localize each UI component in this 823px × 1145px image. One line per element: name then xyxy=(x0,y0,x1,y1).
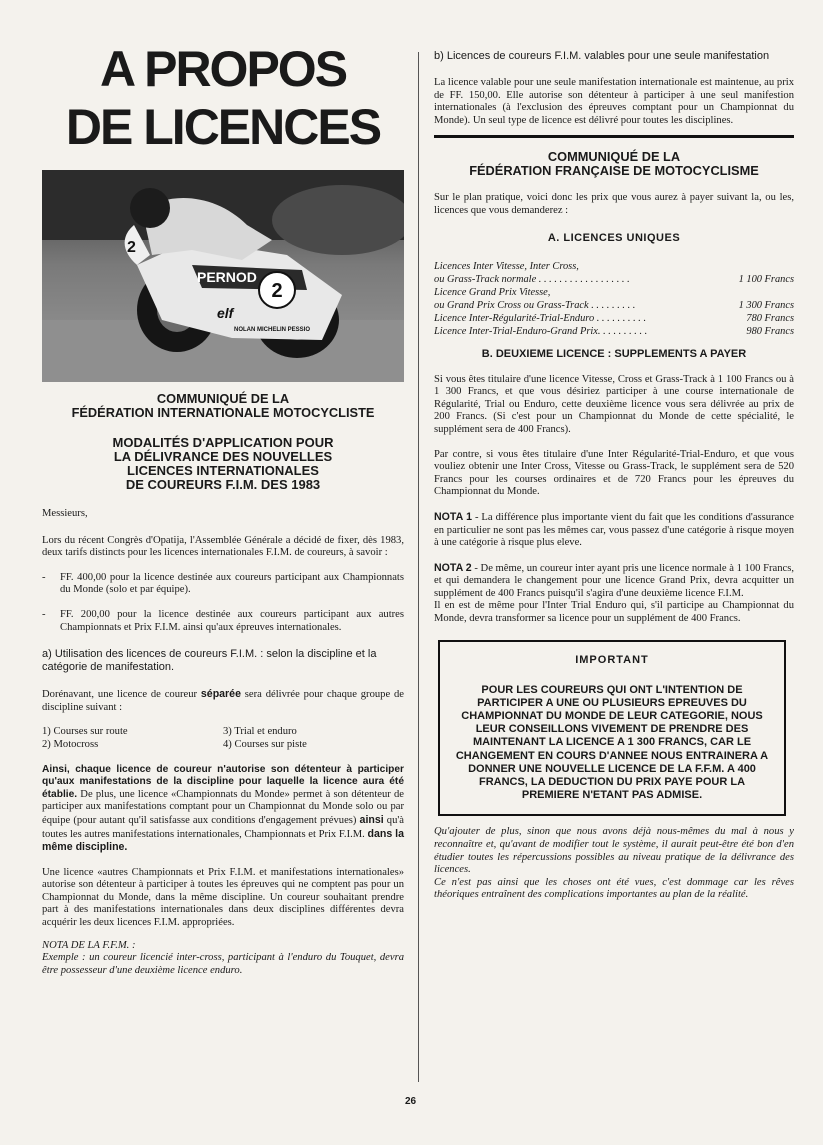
elf-logo-text: elf xyxy=(217,305,234,321)
fee-row: ou Grand Prix Cross ou Grass-Track . . . . . . . . . 1 300 Francs xyxy=(434,299,794,311)
paragraph-autres-championnats: Une licence «autres Championnats et Prix F.I.M. et manifestations internationales» autorise son détenteur à participer à toutes les épreuves qui ne comptent pas pour un Championnat du Monde, dans la même discipline. Un coureur souhaitant prendre part à des manifestations internationales dans deux disciplines différentes devra acquérir les deux licences F.I.M. appropriées. xyxy=(42,866,404,929)
paragraph-ainsi: Ainsi, chaque licence de coureur n'autorise son détenteur à participer qu'aux manifestations de la discipline pour laquelle la licence aura été établie. De plus, une licence «Championnats du Monde» permet à son détenteur de participer aux manifestations comptant pour un Championnat du Monde solo ou par équipe (pour autant qu'il satisfasse aux conditions d'engagement prévues) ainsi qu'à toutes les autres manifestations internationales, Championnats et Prix F.I.M. dans la même discipline. xyxy=(42,763,404,854)
sponsor-strip-text: NOLAN MICHELIN PESSIO xyxy=(234,327,311,333)
fim-communique-heading: COMMUNIQUÉ DE LA FÉDÉRATION INTERNATIONALE MOTOCYCLISTE xyxy=(71,391,375,420)
important-box xyxy=(438,640,786,817)
fee-row: Licence Inter-Trial-Enduro-Grand Prix. . . . . . . . . . 980 Francs xyxy=(434,325,794,337)
page-number: 26 xyxy=(405,1096,417,1107)
race-number: 2 xyxy=(271,280,283,302)
section-b-heading: b) Licences de coureurs F.I.M. valables pour une seule manifestation xyxy=(434,50,770,62)
fairing-sponsor-text: PERNOD xyxy=(197,269,257,285)
fee-row: Licence Grand Prix Vitesse, xyxy=(434,286,551,298)
important-text: POUR LES COUREURS QUI ONT L'INTENTION DE PARTICIPER A UNE OU PLUSIEURS EPREUVES DU CHAMPIONNAT DU MONDE DE LEUR CATEGORIE, NOUS LEUR CONSEILLONS VIVEMENT DE PRENDRE DES MAINTENANT LA LICENCE A 1 300 FRANCS, CAR LE CHANGEMENT EN COURS D'ANNEE NOUS ENTRAINERA A DONNER UNE NOUVELLE LICENCE DE LA F.F.M. A 400 FRANCS, LA DEDUCTION DU PRIX PAYE POUR LA PREMIERE N'ETANT PAS ADMISE. xyxy=(455,683,769,802)
front-number: 2 xyxy=(127,239,136,256)
section-rule xyxy=(434,135,794,138)
section-b-deuxieme-licence: B. DEUXIEME LICENCE : SUPPLEMENTS A PAYER xyxy=(481,347,747,360)
paragraph-prices-intro: Sur le plan pratique, voici donc les prix que vous aurez à payer suivant la, ou les, licences que vous demanderez : xyxy=(434,192,794,216)
motorcycle-racer-photo xyxy=(42,170,404,382)
bullet-item: - FF. 400,00 pour la licence destinée aux coureurs participant aux Championnats du Monde (solo et par équipe). xyxy=(42,571,404,596)
nota-ffm-text: Exemple : un coureur licencié inter-cross, participant à l'enduro du Touquet, devra être possesseur d'une deuxième licence enduro. xyxy=(42,952,404,976)
list-item: 1) Courses sur route xyxy=(42,726,128,738)
paragraph-supplement-2: Par contre, si vous êtes titulaire d'une Inter Régularité-Trial-Enduro, et que vous vouliez obtenir une Inter Cross, Vitesse ou Grass-Track, le supplément sera de 520 Francs pour les courses ordinaires et de 720 Francs pour les épreuves du Championnat du Monde. xyxy=(434,448,794,498)
closing-paragraph-1: Qu'ajouter de plus, sinon que nous avons déjà nous-mêmes du mal à nous y reconnaître et, qu'avant de modifier tout le système, il aurait peut-être été bon d'en étudier toutes les répercussions possibles au niveau pratique de la délivrance des licences. xyxy=(434,826,794,876)
list-item: 3) Trial et enduro xyxy=(223,726,297,738)
column-divider xyxy=(418,52,419,1082)
article-title xyxy=(42,40,404,156)
fee-table xyxy=(434,260,794,338)
important-title: IMPORTANT xyxy=(575,653,649,666)
salutation: Messieurs, xyxy=(42,508,88,519)
paragraph-single-event: La licence valable pour une seule manifestation internationale est maintenue, au prix de FF. 150,00. Elle autorise son détenteur à participer à une seul manifestion internationales (à l'exclusion des épreuves comptant pour un Championnat du Monde). Un seul type de licence est délivré pour toutes les disciplines. xyxy=(434,77,794,126)
modalites-heading: MODALITÉS D'APPLICATION POUR LA DÉLIVRANCE DES NOUVELLES LICENCES INTERNATIONALES DE COUREURS F.I.M. DES 1983 xyxy=(112,435,334,492)
title-line-2: DE LICENCES xyxy=(65,99,381,155)
paragraph-separee: Dorénavant, une licence de coureur séparée sera délivrée pour chaque groupe de discipline suivant : xyxy=(42,688,405,713)
right-column xyxy=(434,50,794,902)
list-item: 4) Courses sur piste xyxy=(223,738,307,750)
closing-paragraph-2: Ce n'est pas ainsi que les choses ont été vues, c'est dommage car les rêves théoriques entraînent des complications importantes au plan de la réalité. xyxy=(434,876,794,901)
nota-1: NOTA 1 - La différence plus importante vient du fait que les conditions d'assurance en particulier ne sont pas les mêmes car, vous passez d'une catégorie à risque moyen à une catégorie à risque plus eleve. xyxy=(434,510,794,549)
paragraph-intro: Lors du récent Congrès d'Opatija, l'Assemblée Générale a décidé de fixer, dès 1983, deux tarifs distincts pour les licences internationales F.I.M. de coureurs, à savoir : xyxy=(42,534,404,559)
section-a-heading: a) Utilisation des licences de coureurs F.I.M. : selon la discipline et la catégorie de manifestation. xyxy=(42,648,377,674)
discipline-list xyxy=(42,726,404,751)
ffm-communique-heading: COMMUNIQUÉ DE LA FÉDÉRATION FRANÇAISE DE MOTOCYCLISME xyxy=(469,149,759,179)
left-column-text xyxy=(42,392,404,977)
bullet-item: - FF. 200,00 pour la licence destinée aux coureurs participant aux autres Championnats et Prix F.I.M. ainsi qu'aux épreuves internationales. xyxy=(42,608,404,633)
fee-row: ou Grass-Track normale . . . . . . . . . . . . . . . . . . 1 100 Francs xyxy=(434,273,794,285)
section-a-licences-uniques: A. LICENCES UNIQUES xyxy=(547,231,681,244)
nota-2: NOTA 2 - De même, un coureur inter ayant pris une licence normale à 1 100 Francs, et qui demandera le changement pour une licence Grand Prix, devra acquitter un supplément de 400 Francs puisqu'il s'agira d'une deuxième licence F.I.M. xyxy=(434,561,794,599)
nota-2-continued: Il en est de même pour l'Inter Trial Enduro qui, s'il participe au Championnat du Monde, devra transformer sa licence pour un supplément de 400 Francs. xyxy=(434,600,794,625)
fee-row: Licences Inter Vitesse, Inter Cross, xyxy=(434,260,579,272)
paragraph-supplement-1: Si vous êtes titulaire d'une licence Vitesse, Cross et Grass-Track à 1 100 Francs ou à 1 300 Francs, et que vous désiriez participer à une course internationale de Régularité, Trial ou Enduro, cette deuxième licence vous sera délivrée au prix de 200 Francs. (Si c'est pour un Championnat du Monde de cette spécialité, le supplément sera de 400 Francs). xyxy=(434,373,794,435)
motorcycle-illustration xyxy=(42,170,404,382)
left-column xyxy=(42,40,404,156)
fee-row: Licence Inter-Régularité-Trial-Enduro . . . . . . . . . . 780 Francs xyxy=(434,312,794,324)
nota-ffm-heading: NOTA DE LA F.F.M. : xyxy=(42,939,136,951)
list-item: 2) Motocross xyxy=(42,738,99,750)
title-line-1: A PROPOS xyxy=(99,41,347,97)
